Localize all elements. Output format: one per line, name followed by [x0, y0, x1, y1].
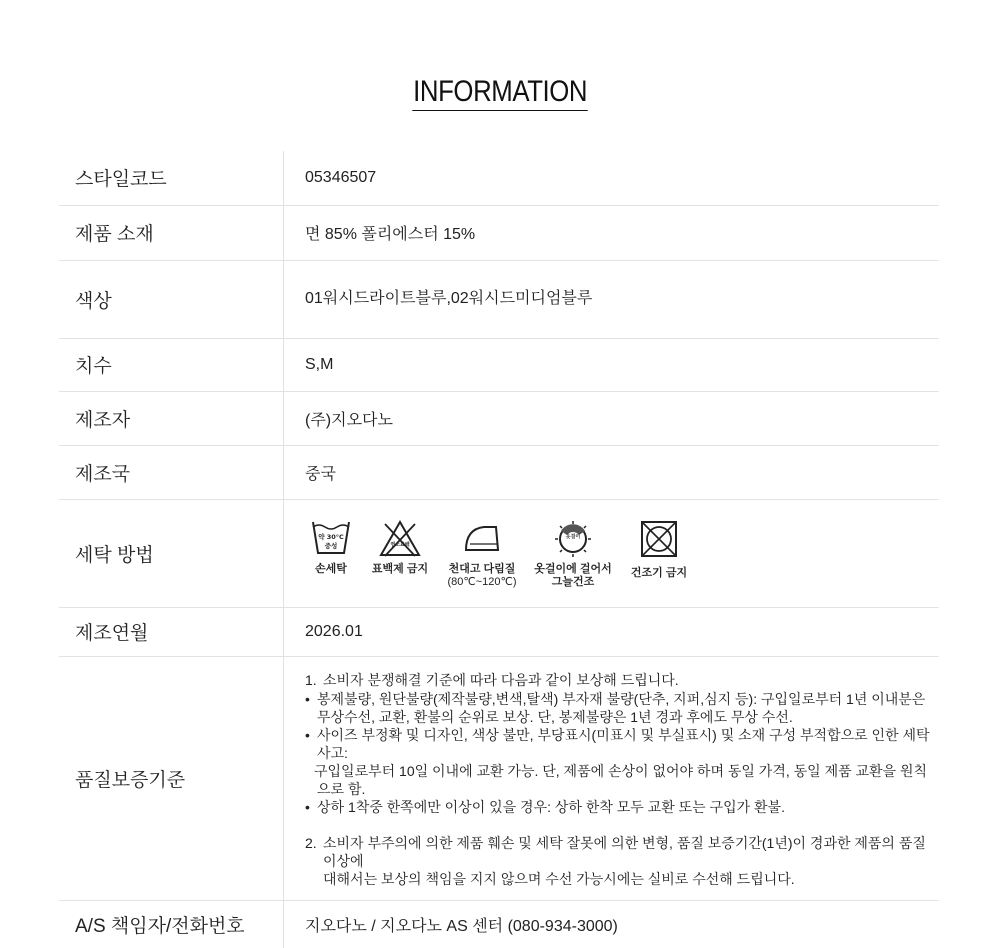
row-washing — [59, 499, 939, 607]
row-style-code — [59, 151, 939, 205]
color-label: 색상 — [59, 260, 284, 338]
washing-label: 세탁 방법 — [59, 499, 284, 607]
care-no-bleach — [365, 519, 435, 576]
material-label: 제품 소재 — [59, 205, 284, 260]
row-country — [59, 445, 939, 499]
care-iron — [441, 519, 523, 589]
quality-item-1-text: 소비자 분쟁해결 기준에 따라 다음과 같이 보상해 드립니다. — [323, 671, 679, 688]
row-material — [59, 205, 939, 260]
care-no-tumble-dry — [623, 519, 695, 580]
quality-label: 품질보증기준 — [59, 656, 284, 900]
quality-item-1-number: 1. — [305, 671, 317, 688]
shade-dry-caption-2: 그늘건조 — [551, 576, 595, 588]
style-code-value: 05346507 — [284, 151, 940, 205]
as-value: 지오다노 / 지오다노 AS 센터 (080-934-3000) — [305, 917, 618, 935]
washing-value — [284, 499, 940, 607]
quality-item-2 — [305, 834, 939, 870]
hand-wash-temp: 약 30°C — [318, 533, 344, 541]
quality-bullet-list — [305, 690, 939, 816]
style-code-label: 스타일코드 — [59, 151, 284, 205]
row-date — [59, 607, 939, 656]
quality-bullet-1-line-2: 무상수선, 교환, 환불의 순위로 보상. 단, 봉제불량은 1년 경과 후에도 무상 수선. — [317, 708, 793, 725]
size-value: S,M — [284, 338, 940, 391]
quality-bullet-3-line-1: 상하 1착중 한쪽에만 이상이 있을 경우: 상하 한착 모두 교환 또는 구입가 환불. — [317, 798, 785, 815]
no-tumble-dry-caption: 건조기 금지 — [630, 567, 688, 579]
shade-dry-caption: 옷걸이에 걸어서 — [534, 563, 612, 575]
quality-value — [284, 656, 940, 900]
date-label: 제조연월 — [59, 607, 284, 656]
care-icons — [305, 517, 939, 589]
hand-wash-icon — [309, 519, 353, 559]
country-label: 제조국 — [59, 445, 284, 499]
product-info-table — [59, 151, 939, 948]
iron-temperature: (80℃~120℃) — [447, 576, 517, 588]
size-label: 치수 — [59, 338, 284, 391]
material-value: 면 85% 폴리에스터 15% — [284, 205, 940, 260]
quality-item-2-number: 2. — [305, 834, 317, 851]
manufacturer-label: 제조자 — [59, 391, 284, 445]
row-color — [59, 260, 939, 338]
quality-item-1 — [305, 671, 939, 689]
page-title: INFORMATION — [412, 76, 588, 111]
country-value: 중국 — [284, 445, 940, 499]
date-value: 2026.01 — [284, 607, 940, 656]
color-value: 01워시드라이트블루,02워시드미디엄블루 — [284, 260, 940, 338]
no-bleach-icon — [378, 519, 422, 559]
shade-dry-icon — [551, 519, 595, 559]
row-manufacturer — [59, 391, 939, 445]
hand-wash-detergent: 중성 — [324, 542, 338, 550]
care-hand-wash — [297, 519, 365, 576]
row-quality — [59, 656, 939, 900]
quality-bullet-2-line-1: 사이즈 부정확 및 디자인, 색상 불만, 부당표시(미표시 및 부실표시) 및 소재 구성 부적합으로 인한 세탁 사고: — [317, 726, 930, 761]
quality-bullet-2-line-2: 구입일로부터 10일 이내에 교환 가능. 단, 제품에 손상이 없어야 하며 동일 가격, 동일 제품 교환을 원칙으로 함. — [314, 762, 928, 797]
quality-item-2-line-2: 대해서는 보상의 책임을 지지 않으며 수선 가능시에는 실비로 수선해 드립니다. — [323, 870, 795, 887]
shade-dry-inner: 옷걸이 — [565, 534, 581, 540]
no-bleach-caption: 표백제 금지 — [371, 563, 429, 575]
no-bleach-inner: 염소표백 — [390, 542, 410, 548]
care-shade-dry — [529, 519, 617, 589]
quality-bullet: • 상하 1착중 한쪽에만 이상이 있을 경우: 상하 한착 모두 교환 또는 구입가 환불. — [305, 798, 785, 815]
quality-bullet: • 봉제불량, 원단불량(제작불량,변색,탈색) 부자재 불량(단추, 지퍼,심지 등): 구입일로부터 1년 이내분은 무상수선, 교환, 환불의 순위로 보상. 단, 봉제불량은 1년 경과 후에도 무상 수선. — [305, 690, 926, 725]
row-size — [59, 338, 939, 391]
iron-caption: 천대고 다림질 — [448, 563, 516, 575]
quality-bullet-1-line-1: 봉제불량, 원단불량(제작불량,변색,탈색) 부자재 불량(단추, 지퍼,심지 등): 구입일로부터 1년 이내분은 — [317, 690, 926, 707]
quality-item-2-line-1: 소비자 부주의에 의한 제품 훼손 및 세탁 잘못에 의한 변형, 품질 보증기간(1년)이 경과한 제품의 품질이상에 — [323, 834, 926, 869]
no-tumble-dry-icon — [637, 519, 681, 563]
as-label: A/S 책임자/전화번호 — [59, 900, 284, 948]
row-as — [59, 900, 939, 948]
quality-bullet: • 사이즈 부정확 및 디자인, 색상 불만, 부당표시(미표시 및 부실표시) 및 소재 구성 부적합으로 인한 세탁 사고: 구입일로부터 10일 이내에 교환 가능. 단, 제품에 손상이 없어야 하며 동일 가격, 동일 제품 교환을 원칙으로 함. — [305, 726, 930, 797]
manufacturer-value: (주)지오다노 — [284, 391, 940, 445]
hand-wash-caption: 손세탁 — [315, 563, 347, 575]
iron-icon — [460, 519, 504, 559]
